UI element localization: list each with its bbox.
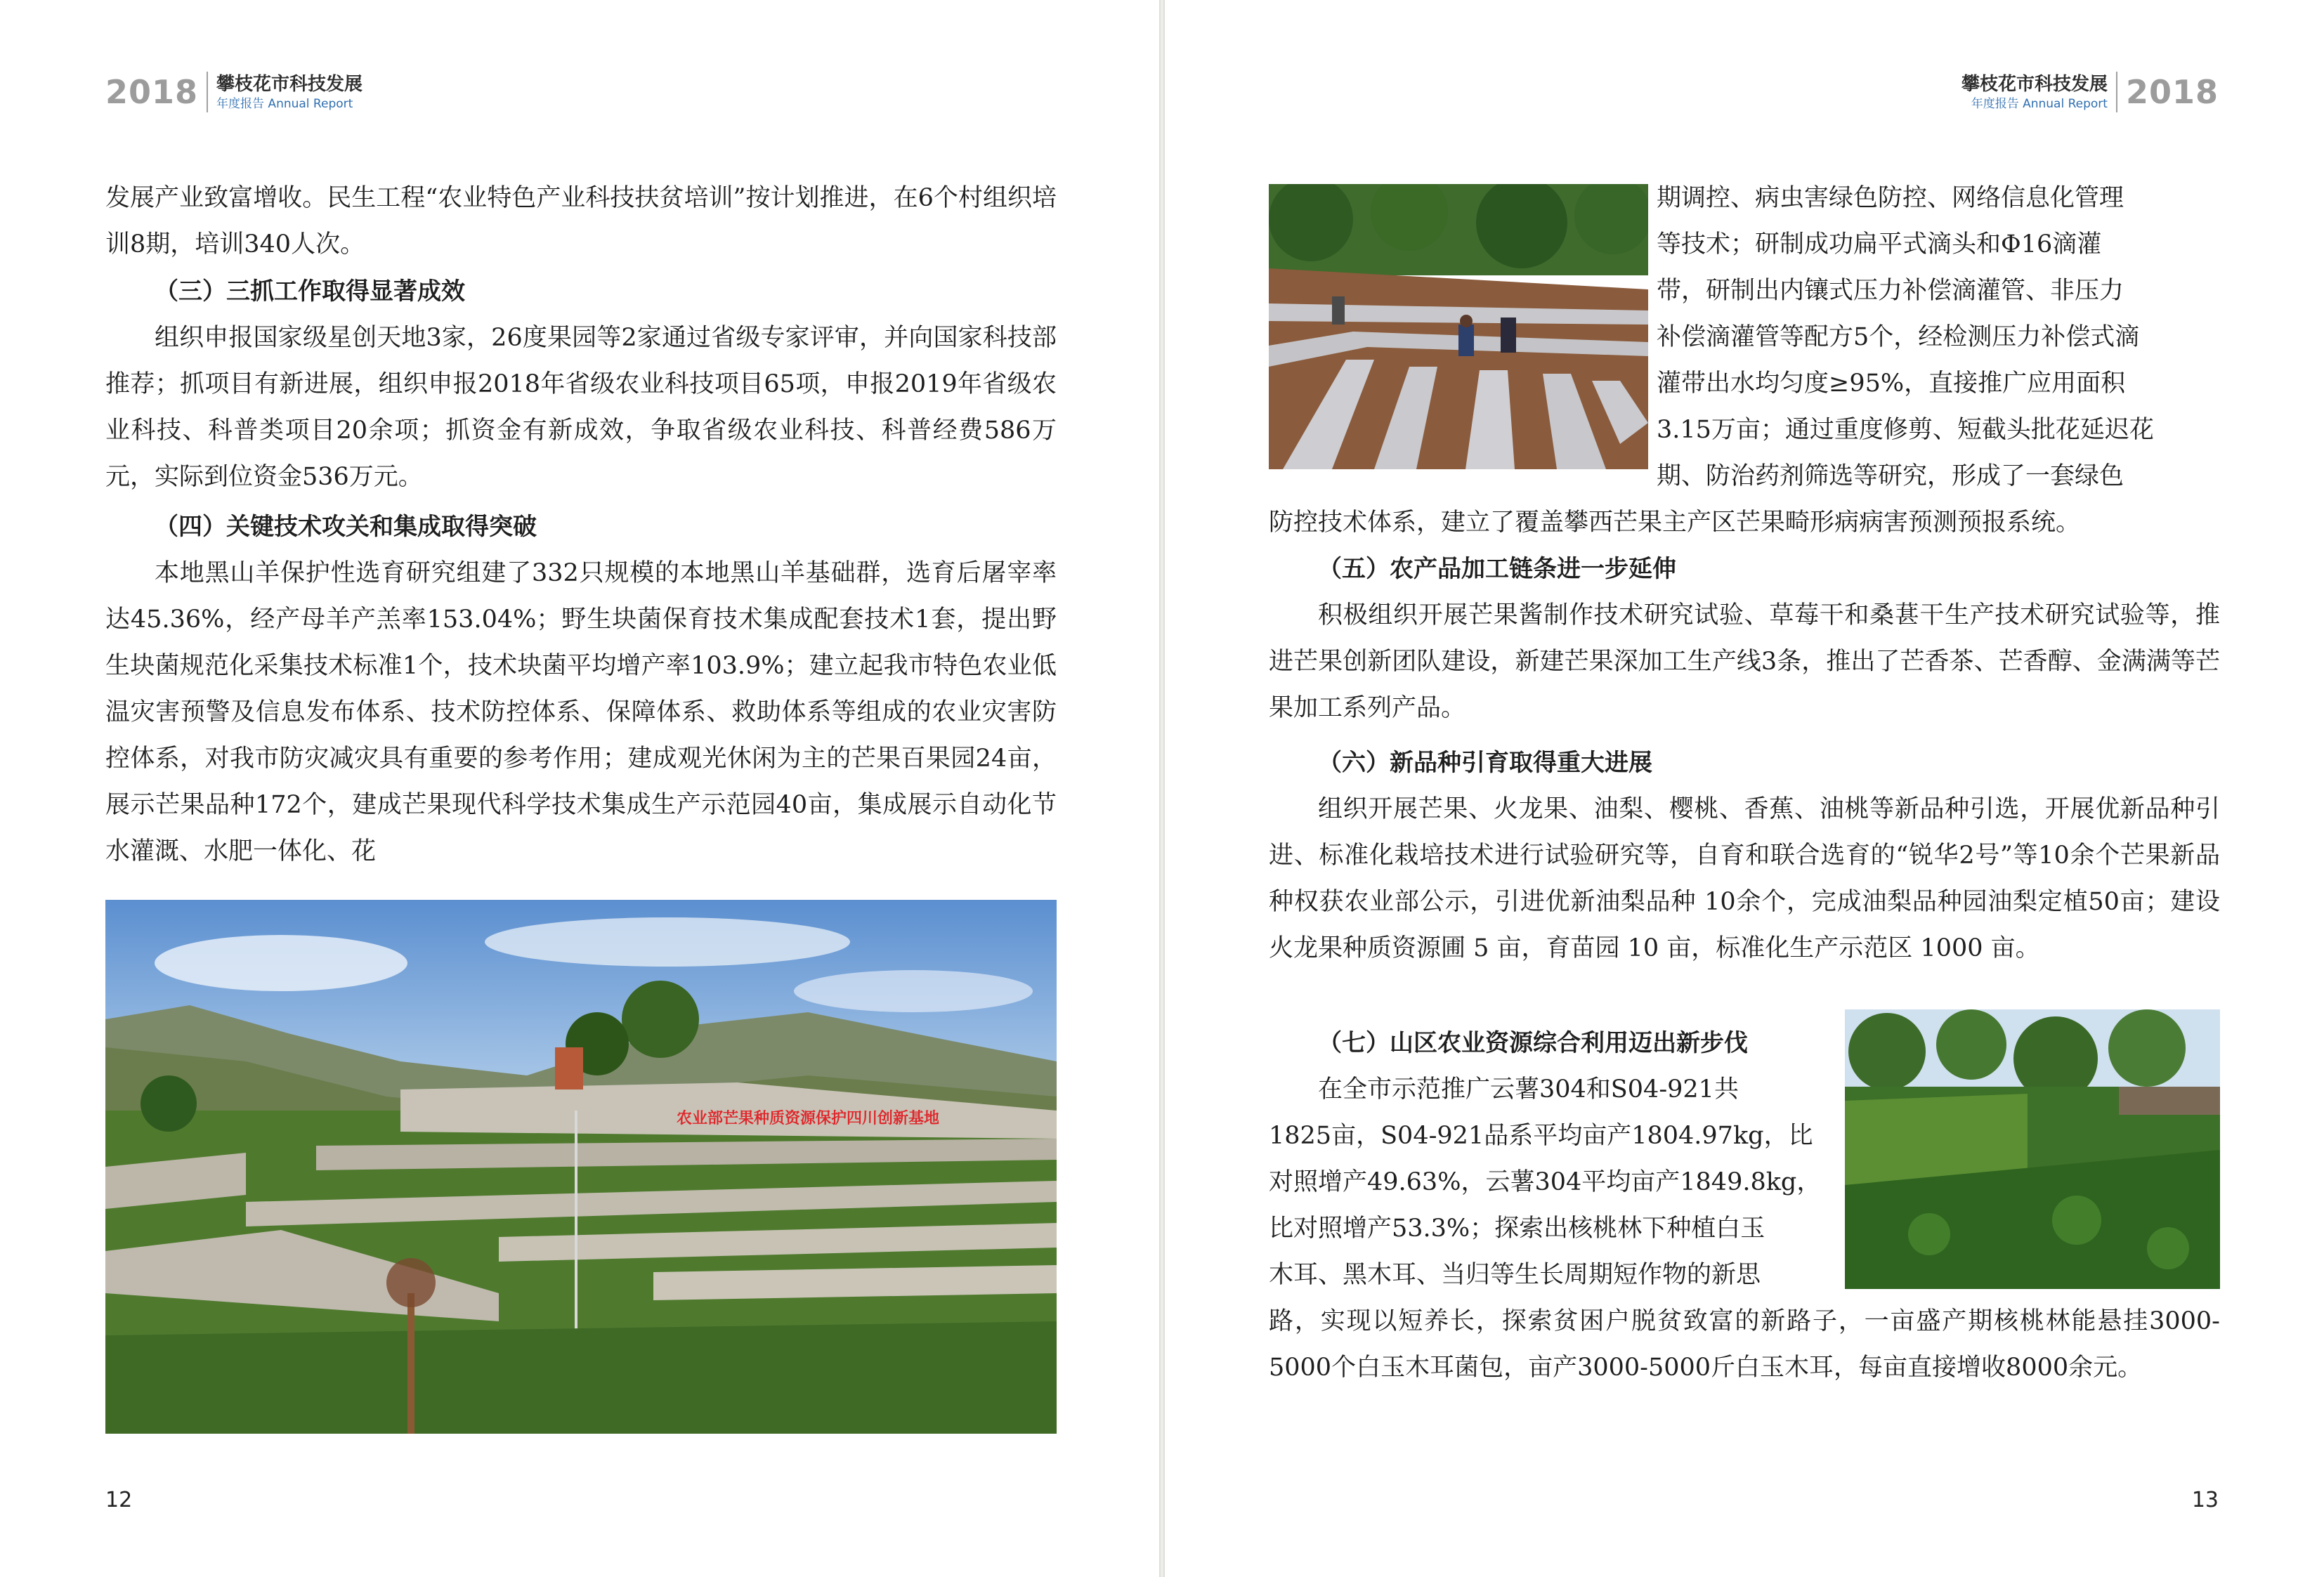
text-line: 3.15万亩；通过重度修剪、短截头批花延迟花	[1657, 416, 2154, 444]
heading-section-5: （五）农产品加工链条进一步延伸	[1318, 555, 1676, 583]
text-line: 期调控、病虫害绿色防控、网络信息化管理	[1657, 184, 2124, 212]
text-line: 等技术；研制成功扁平式滴头和Φ16滴灌	[1657, 230, 2102, 259]
photo-drip-irrigation-field	[1269, 184, 1648, 469]
header-divider	[2116, 72, 2117, 112]
text-line: 比对照增产53.3%；探索出核桃林下种植白玉	[1269, 1215, 1765, 1243]
right-page	[1165, 0, 2324, 1577]
text-line: 对照增产49.63%，云薯304平均亩产1849.8kg，	[1269, 1168, 1822, 1196]
heading-section-6: （六）新品种引育取得重大进展	[1318, 749, 1652, 777]
paragraph-continued-wrap	[1657, 175, 2219, 499]
header-title: 攀枝花市科技发展	[216, 74, 363, 95]
paragraph-section-4: 本地黑山羊保护性选育研究组建了332只规模的本地黑山羊基础群，选育后屠宰率达45.36%，经产母羊产羔率153.04%；野生块菌保育技术集成配套技术1套，提出野生块菌规范化采集技术标准1个，技术块菌平均增产率103.9%；建立起我市特色农业低温灾害预警及信息发布体系、技术防控体系、保障体系、救助体系等组成的农业灾害防控体系，对我市防灾减灾具有重要的参考作用；建成观光休闲为主的芒果百果园24亩，展示芒果品种172个，建成芒果现代科学技术集成生产示范园40亩，集成展示自动化节水灌溉、水肥一体化、花	[105, 559, 1057, 865]
paragraph-continued-tail: 防控技术体系，建立了覆盖攀西芒果主产区芒果畸形病病害预测预报系统。	[1269, 509, 2081, 537]
photo-banner-text: 农业部芒果种质资源保护四川创新基地	[676, 1110, 940, 1127]
left-header	[105, 67, 363, 117]
page-number-right: 13	[2191, 1488, 2219, 1512]
text-line: 木耳、黑木耳、当归等生长周期短作物的新思	[1269, 1261, 1761, 1289]
paragraph-section-5: 积极组织开展芒果酱制作技术研究试验、草莓干和桑葚干生产技术研究试验等，推进芒果创新团队建设，新建芒果深加工生产线3条，推出了芒香茶、芒香醇、金满满等芒果加工系列产品。	[1269, 601, 2220, 722]
text-line: 带，研制出内镶式压力补偿滴灌管、非压力	[1657, 277, 2124, 305]
paragraph-section-6: 组织开展芒果、火龙果、油梨、樱桃、香蕉、油桃等新品种引选，开展优新品种引进、标准化栽培技术进行试验研究等，自育和联合选育的“锐华2号”等10余个芒果新品种权获农业部公示，引进优新油梨品种 10余个，完成油梨品种园油梨定植50亩；建设火龙果种质资源圃 5 亩，育苗园 10 亩，标准化生产示范区 1000 亩。	[1269, 795, 2220, 962]
heading-section-3: （三）三抓工作取得显著成效	[155, 277, 465, 306]
paragraph-section-3: 组织申报国家级星创天地3家，26度果园等2家通过省级专家评审，并向国家科技部推荐；抓项目有新进展，组织申报2018年省级农业科技项目65项，申报2019年省级农业科技、科普类项目20余项；抓资金有新成效，争取省级农业科技、科普经费586万元，实际到位资金536万元。	[105, 324, 1057, 491]
paragraph-section-7-tail: 路，实现以短养长，探索贫困户脱贫致富的新路子，一亩盛产期核桃林能悬挂3000-5000个白玉木耳菌包，亩产3000-5000斤白玉木耳，每亩直接增收8000余元。	[1269, 1307, 2220, 1382]
book-spine	[1159, 0, 1165, 1577]
page-number-left: 12	[105, 1488, 133, 1512]
header-divider	[207, 72, 208, 112]
paragraph-intro: 发展产业致富增收。民生工程“农业特色产业科技扶贫培训”按计划推进，在6个村组织培训8期，培训340人次。	[105, 184, 1057, 259]
header-subtitle: 年度报告 Annual Report	[1971, 97, 2108, 111]
paragraph-section-7-wrap	[1269, 1066, 1831, 1298]
left-page	[0, 0, 1159, 1577]
header-year: 2018	[105, 73, 199, 111]
text-line: 补偿滴灌管等配方5个，经检测压力补偿式滴	[1657, 323, 2140, 351]
text-line: 1825亩，S04-921品系平均亩产1804.97kg，比	[1269, 1122, 1813, 1150]
text-line: 灌带出水均匀度≥95%，直接推广应用面积	[1657, 369, 2126, 398]
heading-section-7: （七）山区农业资源综合利用迈出新步伐	[1318, 1029, 1748, 1057]
header-year: 2018	[2125, 73, 2219, 111]
text-line: 在全市示范推广云薯304和S04-921共	[1318, 1075, 1739, 1104]
header-subtitle: 年度报告 Annual Report	[216, 97, 353, 111]
photo-mango-terraces	[105, 900, 1057, 1434]
photo-potato-field	[1845, 1009, 2220, 1289]
heading-section-4: （四）关键技术攻关和集成取得突破	[155, 513, 537, 541]
header-title: 攀枝花市科技发展	[1961, 74, 2108, 95]
right-header	[1961, 67, 2219, 117]
text-line: 期、防治药剂筛选等研究，形成了一套绿色	[1657, 462, 2124, 490]
